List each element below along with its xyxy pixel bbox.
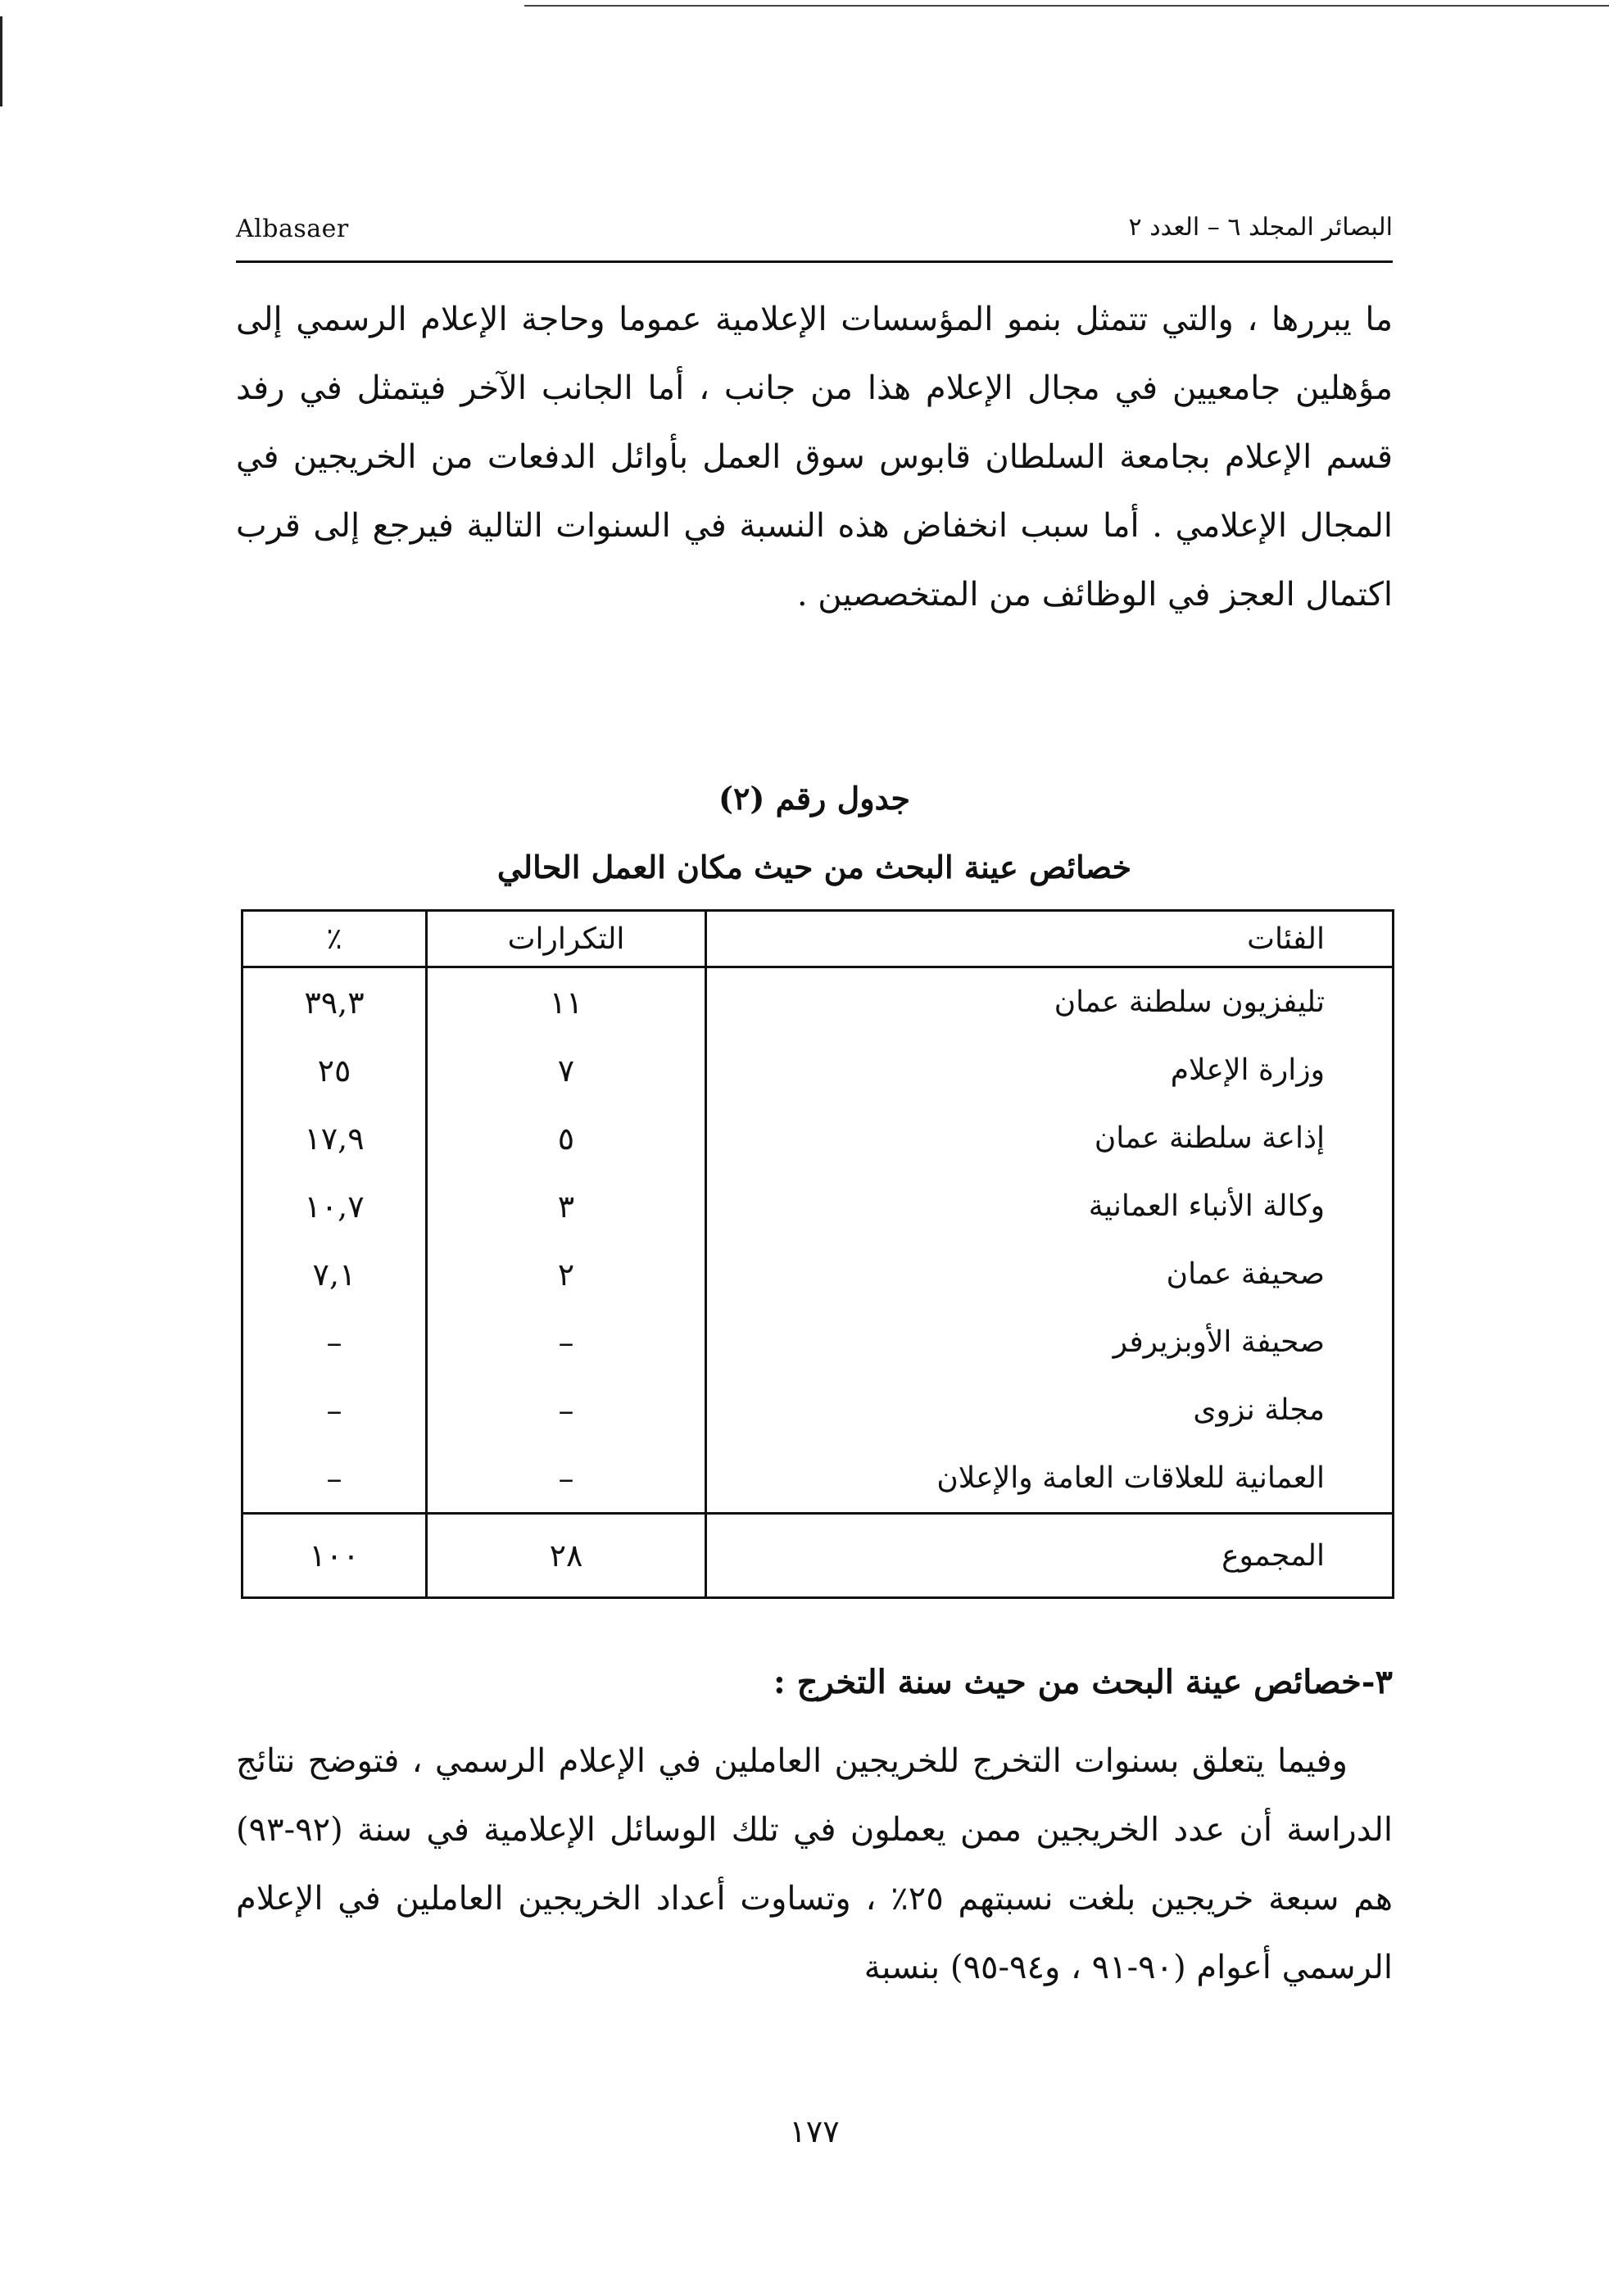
workplace-table [241, 909, 1394, 1599]
header-category: الفئات [706, 911, 1394, 967]
table-row [242, 1104, 1394, 1172]
row-percent: ٧,١ [312, 1256, 356, 1293]
header-frequency: التكرارات [427, 911, 706, 967]
row-frequency: ٧ [427, 1036, 706, 1104]
row-frequency: ١١ [427, 967, 706, 1037]
row-frequency: ٥ [427, 1104, 706, 1172]
row-percent: – [326, 1392, 342, 1429]
table-header-row [242, 911, 1394, 967]
row-category: وزارة الإعلام [706, 1036, 1394, 1104]
row-category: إذاعة سلطنة عمان [706, 1104, 1394, 1172]
body-paragraph-2 [236, 1727, 1393, 2002]
table-row [242, 1444, 1394, 1514]
row-category: مجلة نزوى [706, 1376, 1394, 1444]
scan-edge-mark [0, 16, 2, 106]
body-paragraph-1: ما يبررها ، والتي تتمثل بنمو المؤسسات الإعلامية عموما وحاجة الإعلام الرسمي إلى مؤهلين جامعيين في مجال الإعلام هذا من جانب ، أما الجانب الآخر فيتمثل في رفد قسم الإعلام بجامعة السلطان قابوس سوق العمل بأوائل الدفعات من الخريجين في المجال الإعلامي . أما سبب انخفاض هذه النسبة في السنوات التالية فيرجع إلى قرب اكتمال العجز في الوظائف من المتخصصين . [236, 301, 1393, 614]
table-caption: خصائص عينة البحث من حيث مكان العمل الحالي [496, 849, 1132, 885]
row-frequency: – [427, 1376, 706, 1444]
row-frequency: – [427, 1308, 706, 1376]
row-percent: – [326, 1460, 342, 1497]
row-category: وكالة الأنباء العمانية [706, 1172, 1394, 1240]
table-row [242, 1240, 1394, 1308]
row-percent: ١٧,٩ [304, 1120, 365, 1157]
running-header [236, 211, 1393, 260]
table-row [242, 967, 1394, 1037]
section-heading: ٣-خصائص عينة البحث من حيث سنة التخرج : [773, 1663, 1393, 1701]
row-percent: ٢٥ [317, 1052, 351, 1089]
row-frequency: – [427, 1444, 706, 1514]
table-total-row [242, 1514, 1394, 1598]
table-row [242, 1376, 1394, 1444]
header-rule [236, 260, 1393, 263]
total-frequency: ٢٨ [427, 1514, 706, 1598]
total-category: المجموع [706, 1514, 1394, 1598]
journal-volume-issue: البصائر المجلد ٦ – العدد ٢ [1128, 213, 1393, 242]
row-percent: ٣٩,٣ [304, 984, 365, 1021]
row-category: صحيفة الأوبزيرفر [706, 1308, 1394, 1376]
row-frequency: ٢ [427, 1240, 706, 1308]
header-percent: ٪ [242, 911, 427, 967]
row-category: صحيفة عمان [706, 1240, 1394, 1308]
body-paragraph-2-text: وفيما يتعلق بسنوات التخرج للخريجين العاملين في الإعلام الرسمي ، فتوضح نتائج الدراسة أن عدد الخريجين ممن يعملون في تلك الوسائل الإعلامية في سنة (٩٢-٩٣) هم سبعة خريجين بلغت نسبتهم ٢٥٪ ، وتساوت أعداد الخريجين العاملين في الإعلام الرسمي أعوام (٩٠-٩١ ، و٩٤-٩٥) بنسبة [236, 1742, 1393, 1986]
total-percent: ١٠٠ [242, 1514, 427, 1598]
table-row [242, 1036, 1394, 1104]
scan-top-line [524, 5, 1609, 7]
table-number-title: جدول رقم (٢) [718, 780, 911, 817]
row-category: تليفزيون سلطنة عمان [706, 967, 1394, 1037]
row-percent: – [326, 1324, 342, 1361]
journal-latin-name: Albasaer [236, 215, 349, 243]
page-number: ١٧٧ [789, 2113, 840, 2149]
row-percent: ١٠,٧ [304, 1188, 365, 1225]
table-row [242, 1172, 1394, 1240]
row-category: العمانية للعلاقات العامة والإعلان [706, 1444, 1394, 1514]
row-frequency: ٣ [427, 1172, 706, 1240]
table-row [242, 1308, 1394, 1376]
